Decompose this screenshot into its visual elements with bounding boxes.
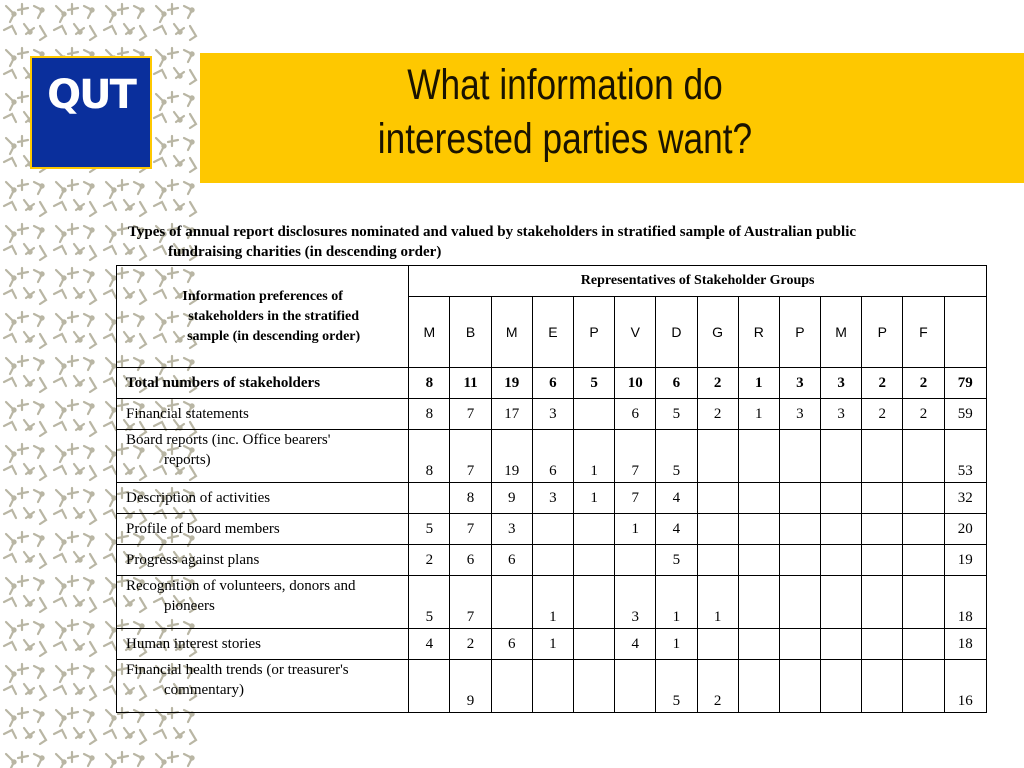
row-total-cell: 16 <box>944 660 986 713</box>
caption-line-2: fundraising charities (in descending order) <box>168 244 442 260</box>
group-code-cell: P <box>779 297 820 368</box>
stakeholder-table <box>116 265 987 713</box>
value-cell <box>738 514 779 545</box>
value-cell <box>573 545 614 576</box>
value-cell: 7 <box>615 483 656 514</box>
value-cell: 1 <box>573 430 614 483</box>
row-total-cell: 59 <box>944 399 986 430</box>
row-label <box>117 483 409 514</box>
group-code-cell: P <box>862 297 903 368</box>
value-cell: 5 <box>656 430 697 483</box>
group-code-cell: M <box>821 297 862 368</box>
group-code-cell: M <box>491 297 532 368</box>
value-cell: 4 <box>409 629 450 660</box>
value-cell <box>409 483 450 514</box>
group-code-cell: V <box>615 297 656 368</box>
value-cell <box>532 545 573 576</box>
group-code-cell: M <box>409 297 450 368</box>
row-label <box>117 545 409 576</box>
group-code-cell: D <box>656 297 697 368</box>
value-cell <box>821 660 862 713</box>
value-cell <box>862 483 903 514</box>
row-total-cell: 20 <box>944 514 986 545</box>
value-cell <box>697 483 738 514</box>
value-cell: 10 <box>615 368 656 399</box>
corner-label-line-3: sample (in descending order) <box>187 328 361 344</box>
value-cell: 17 <box>491 399 532 430</box>
value-cell: 5 <box>656 399 697 430</box>
row-label-line-1: Human interest stories <box>126 636 261 652</box>
value-cell <box>821 430 862 483</box>
row-total-cell: 18 <box>944 629 986 660</box>
value-cell: 1 <box>532 629 573 660</box>
value-cell: 6 <box>532 368 573 399</box>
value-cell <box>779 629 820 660</box>
value-cell: 5 <box>409 514 450 545</box>
row-label-line-1: Description of activities <box>126 490 271 506</box>
value-cell: 2 <box>697 399 738 430</box>
row-label <box>117 514 409 545</box>
row-label-line-1: Recognition of volunteers, donors and <box>126 578 356 594</box>
value-cell <box>532 514 573 545</box>
row-label <box>117 660 409 713</box>
value-cell <box>738 660 779 713</box>
logo-text: QUT <box>47 72 135 118</box>
value-cell: 2 <box>903 368 944 399</box>
row-total-cell: 79 <box>944 368 986 399</box>
value-cell <box>779 430 820 483</box>
value-cell <box>821 576 862 629</box>
value-cell <box>821 483 862 514</box>
value-cell: 1 <box>738 399 779 430</box>
value-cell <box>903 576 944 629</box>
value-cell: 6 <box>491 545 532 576</box>
table-row <box>117 368 987 399</box>
row-total-cell: 19 <box>944 545 986 576</box>
value-cell <box>491 660 532 713</box>
value-cell: 7 <box>450 399 491 430</box>
value-cell <box>409 660 450 713</box>
group-code-cell: R <box>738 297 779 368</box>
value-cell: 6 <box>450 545 491 576</box>
value-cell <box>821 545 862 576</box>
row-total-cell: 32 <box>944 483 986 514</box>
row-label-line-1: Progress against plans <box>126 552 260 568</box>
row-label-line-1: Total numbers of stakeholders <box>126 375 321 391</box>
row-label-line-2: pioneers <box>164 598 215 614</box>
value-cell <box>903 629 944 660</box>
value-cell: 7 <box>615 430 656 483</box>
value-cell <box>697 545 738 576</box>
value-cell <box>862 514 903 545</box>
value-cell: 1 <box>738 368 779 399</box>
value-cell: 1 <box>697 576 738 629</box>
table-row <box>117 660 987 713</box>
value-cell <box>903 545 944 576</box>
value-cell: 8 <box>409 430 450 483</box>
value-cell <box>862 430 903 483</box>
value-cell <box>779 483 820 514</box>
value-cell: 3 <box>779 368 820 399</box>
group-code-cell: B <box>450 297 491 368</box>
value-cell: 8 <box>450 483 491 514</box>
value-cell <box>532 660 573 713</box>
value-cell: 4 <box>656 514 697 545</box>
value-cell: 19 <box>491 368 532 399</box>
value-cell: 5 <box>656 660 697 713</box>
value-cell <box>573 629 614 660</box>
value-cell: 5 <box>573 368 614 399</box>
value-cell <box>862 545 903 576</box>
value-cell: 3 <box>532 399 573 430</box>
row-label-line-1: Profile of board members <box>126 521 280 537</box>
value-cell: 7 <box>450 514 491 545</box>
group-code-cell: P <box>573 297 614 368</box>
value-cell: 2 <box>903 399 944 430</box>
value-cell: 1 <box>656 576 697 629</box>
value-cell <box>573 514 614 545</box>
row-label <box>117 368 409 399</box>
value-cell: 6 <box>656 368 697 399</box>
table-caption <box>128 222 988 262</box>
caption-line-1: Types of annual report disclosures nominated and valued by stakeholders in stratified sample of Australian public <box>128 224 857 240</box>
value-cell: 2 <box>450 629 491 660</box>
value-cell: 6 <box>532 430 573 483</box>
value-cell: 6 <box>615 399 656 430</box>
table-row <box>117 430 987 483</box>
value-cell <box>491 576 532 629</box>
row-label-line-1: Financial statements <box>126 406 249 422</box>
value-cell <box>615 660 656 713</box>
table-row <box>117 483 987 514</box>
value-cell: 3 <box>821 368 862 399</box>
value-cell <box>903 660 944 713</box>
row-total-cell: 53 <box>944 430 986 483</box>
value-cell: 8 <box>409 399 450 430</box>
corner-label-line-1: Information preferences of <box>182 288 343 304</box>
group-code-cell: G <box>697 297 738 368</box>
value-cell <box>903 514 944 545</box>
value-cell: 9 <box>491 483 532 514</box>
value-cell <box>779 660 820 713</box>
row-total-cell: 18 <box>944 576 986 629</box>
row-label-line-2: reports) <box>164 452 211 468</box>
table-row <box>117 576 987 629</box>
value-cell <box>779 545 820 576</box>
value-cell <box>738 483 779 514</box>
value-cell: 2 <box>697 368 738 399</box>
value-cell: 7 <box>450 576 491 629</box>
row-label <box>117 399 409 430</box>
table-row <box>117 514 987 545</box>
value-cell: 9 <box>450 660 491 713</box>
corner-label-line-2: stakeholders in the stratified <box>188 308 359 324</box>
value-cell <box>738 545 779 576</box>
value-cell: 7 <box>450 430 491 483</box>
value-cell <box>862 576 903 629</box>
value-cell <box>738 629 779 660</box>
title-line-1: What information do <box>407 61 723 109</box>
group-code-cell: E <box>532 297 573 368</box>
corner-header <box>117 266 409 368</box>
table-row <box>117 399 987 430</box>
value-cell: 3 <box>491 514 532 545</box>
value-cell: 1 <box>656 629 697 660</box>
value-cell: 3 <box>779 399 820 430</box>
value-cell: 1 <box>532 576 573 629</box>
row-label-line-2: commentary) <box>164 682 244 698</box>
table-row <box>117 629 987 660</box>
value-cell: 1 <box>615 514 656 545</box>
value-cell: 1 <box>573 483 614 514</box>
row-label <box>117 576 409 629</box>
value-cell: 2 <box>862 399 903 430</box>
value-cell: 6 <box>491 629 532 660</box>
value-cell <box>862 660 903 713</box>
row-label <box>117 629 409 660</box>
value-cell <box>821 514 862 545</box>
value-cell <box>821 629 862 660</box>
value-cell: 2 <box>697 660 738 713</box>
value-cell: 5 <box>656 545 697 576</box>
value-cell <box>903 430 944 483</box>
value-cell <box>738 430 779 483</box>
group-code-cell: F <box>903 297 944 368</box>
value-cell: 4 <box>615 629 656 660</box>
value-cell <box>779 514 820 545</box>
value-cell <box>697 514 738 545</box>
value-cell: 8 <box>409 368 450 399</box>
value-cell <box>779 576 820 629</box>
value-cell: 3 <box>821 399 862 430</box>
value-cell: 3 <box>615 576 656 629</box>
value-cell <box>573 399 614 430</box>
value-cell: 4 <box>656 483 697 514</box>
value-cell: 19 <box>491 430 532 483</box>
group-header: Representatives of Stakeholder Groups <box>409 266 987 297</box>
slide-title <box>266 58 865 166</box>
value-cell <box>573 576 614 629</box>
title-line-2: interested parties want? <box>377 115 753 163</box>
value-cell: 11 <box>450 368 491 399</box>
value-cell: 2 <box>862 368 903 399</box>
value-cell: 5 <box>409 576 450 629</box>
value-cell <box>697 629 738 660</box>
value-cell <box>862 629 903 660</box>
row-label-line-1: Financial health trends (or treasurer's <box>126 662 349 678</box>
value-cell <box>573 660 614 713</box>
value-cell <box>738 576 779 629</box>
value-cell: 3 <box>532 483 573 514</box>
row-label <box>117 430 409 483</box>
value-cell <box>615 545 656 576</box>
value-cell <box>903 483 944 514</box>
value-cell: 2 <box>409 545 450 576</box>
value-cell <box>697 430 738 483</box>
table-row <box>117 545 987 576</box>
group-code-cell <box>944 297 986 368</box>
row-label-line-1: Board reports (inc. Office bearers' <box>126 432 331 448</box>
qut-logo <box>32 58 150 167</box>
